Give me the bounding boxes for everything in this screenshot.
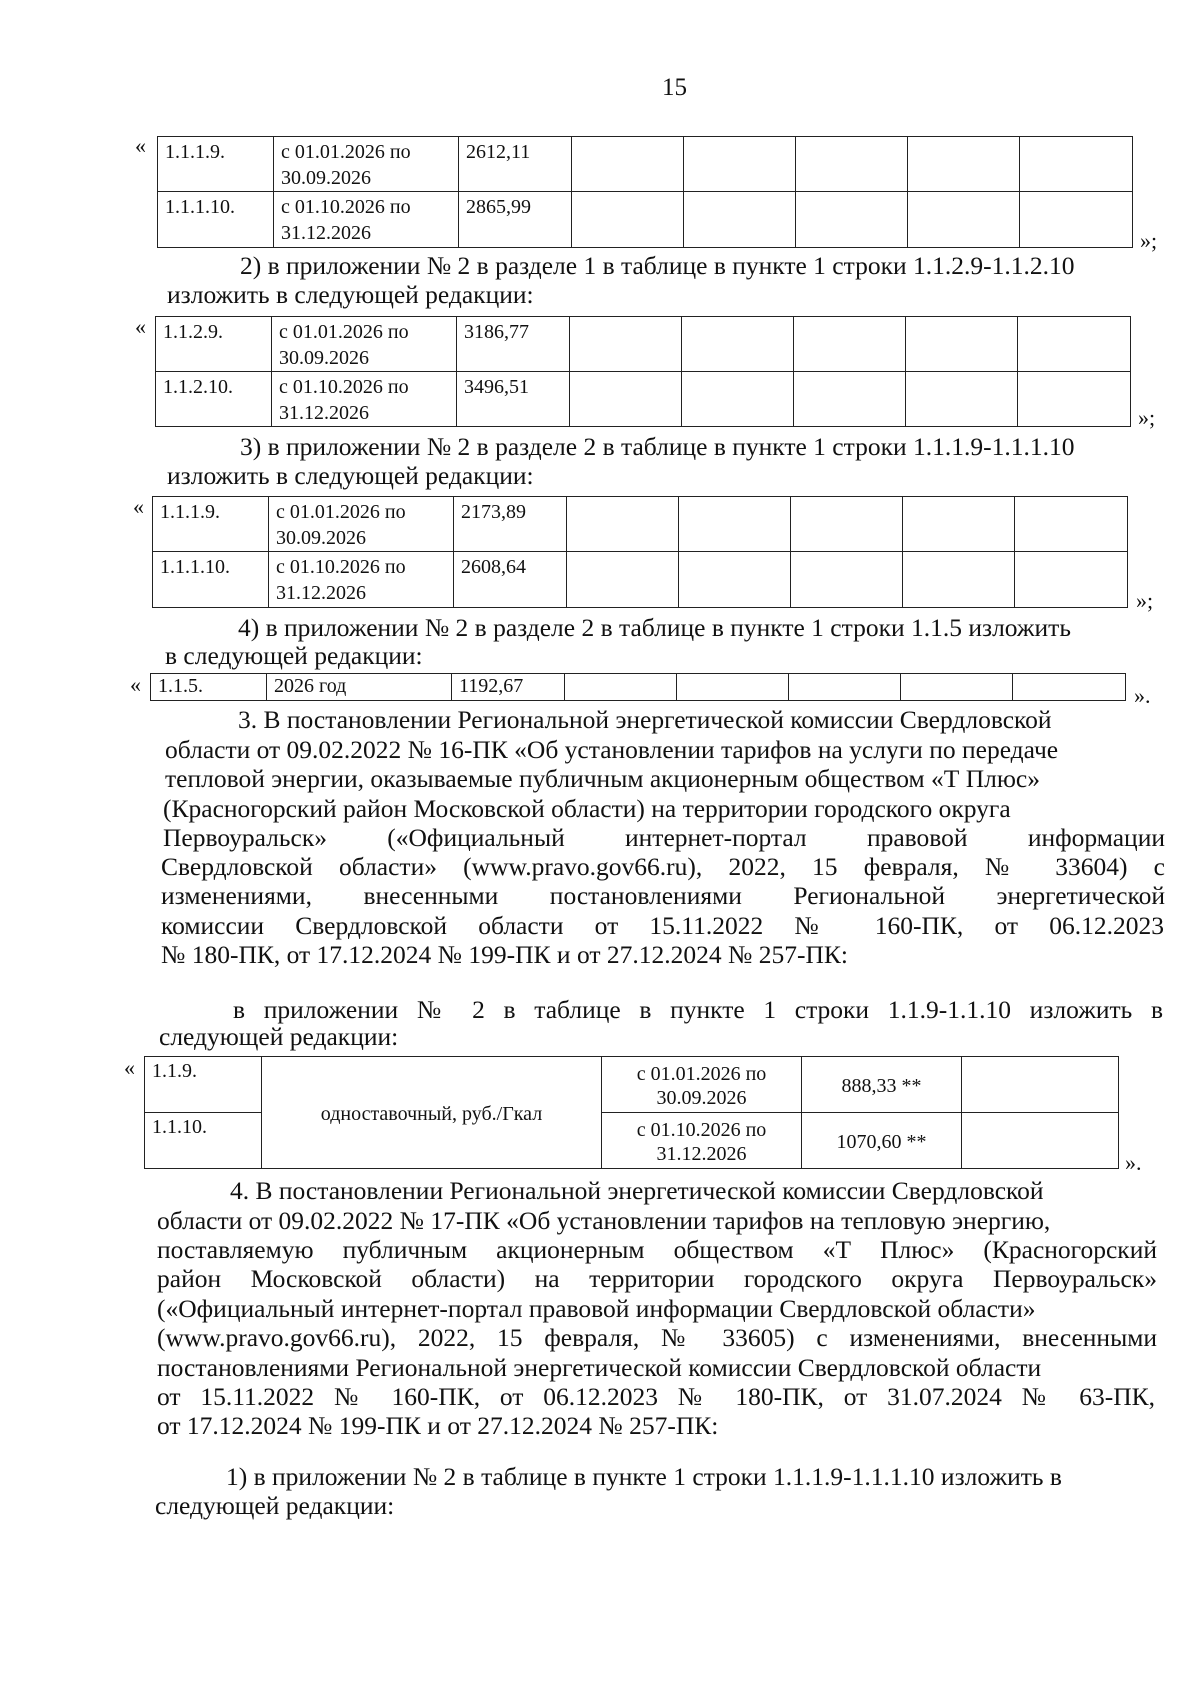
paragraph-line: Первоуральск» («Официальный интернет-портал правовой информации xyxy=(163,823,1165,852)
row-value: 2608,64 xyxy=(454,552,567,608)
row-code: 1.1.9. xyxy=(145,1057,262,1113)
table-row xyxy=(156,372,1131,427)
quote-close: ». xyxy=(1125,1150,1142,1175)
paragraph-line: 3) в приложении № 2 в разделе 2 в таблице в пункте 1 строки 1.1.1.9-1.1.1.10 xyxy=(240,432,1075,461)
paragraph-line: области от 09.02.2022 № 17-ПК «Об установлении тарифов на тепловую энергию, xyxy=(157,1206,1051,1235)
row-value: 1192,67 xyxy=(452,674,565,701)
quote-open: « xyxy=(124,1055,135,1080)
paragraph-line: следующей редакции: xyxy=(159,1022,399,1051)
tariff-type: одноставочный, руб./Гкал xyxy=(262,1057,602,1169)
paragraph-line: комиссии Свердловской области от 15.11.2022 № 160-ПК, от 06.12.2023 xyxy=(161,911,1164,940)
quote-open: « xyxy=(135,314,146,339)
row-code: 1.1.1.10. xyxy=(153,552,269,608)
quote-close: »; xyxy=(1136,588,1154,613)
paragraph-line: 3. В постановлении Региональной энергетической комиссии Свердловской xyxy=(238,705,1052,734)
paragraph-line: 4. В постановлении Региональной энергетической комиссии Свердловской xyxy=(230,1176,1044,1205)
paragraph-line: изложить в следующей редакции: xyxy=(167,461,534,490)
table-row xyxy=(145,1057,1119,1113)
quote-close: »; xyxy=(1138,405,1156,430)
row-value: 2865,99 xyxy=(459,192,572,248)
row-period: с 01.01.2026 по 30.09.2026 xyxy=(269,497,454,552)
tariff-table-3 xyxy=(152,496,1128,608)
paragraph-line: от 15.11.2022 № 160-ПК, от 06.12.2023 № 180-ПК, от 31.07.2024 № 63-ПК, xyxy=(157,1382,1155,1411)
quote-close: »; xyxy=(1140,228,1158,253)
row-period: с 01.10.2026 по 31.12.2026 xyxy=(269,552,454,608)
row-code: 1.1.10. xyxy=(145,1113,262,1169)
row-period: с 01.10.2026 по 31.12.2026 xyxy=(274,192,459,248)
paragraph-line: 2) в приложении № 2 в разделе 1 в таблице в пункте 1 строки 1.1.2.9-1.1.2.10 xyxy=(240,251,1075,280)
row-code: 1.1.1.9. xyxy=(153,497,269,552)
page-number: 15 xyxy=(662,74,687,101)
row-value: 2173,89 xyxy=(454,497,567,552)
row-code: 1.1.2.9. xyxy=(156,317,272,372)
paragraph-line: район Московской области) на территории городского округа Первоуральск» xyxy=(157,1264,1157,1293)
paragraph-line: («Официальный интернет-портал правовой информации Свердловской области» xyxy=(157,1294,1036,1323)
row-value: 3186,77 xyxy=(457,317,570,372)
row-value: 2612,11 xyxy=(459,137,572,192)
table-row xyxy=(153,497,1128,552)
row-period: с 01.01.2026 по 30.09.2026 xyxy=(274,137,459,192)
table-row xyxy=(153,552,1128,608)
paragraph-line: в приложении № 2 в таблице в пункте 1 строки 1.1.9-1.1.10 изложить в xyxy=(233,995,1163,1024)
paragraph-line: изложить в следующей редакции: xyxy=(167,280,534,309)
paragraph-line: области от 09.02.2022 № 16-ПК «Об установлении тарифов на услуги по передаче xyxy=(165,735,1059,764)
quote-open: « xyxy=(130,672,141,697)
paragraph-line: изменениями, внесенными постановлениями Региональной энергетической xyxy=(161,881,1165,910)
quote-open: « xyxy=(135,133,146,158)
paragraph-line: следующей редакции: xyxy=(155,1491,395,1520)
row-period: с 01.10.2026 по 31.12.2026 xyxy=(272,372,457,427)
tariff-table-2 xyxy=(155,316,1131,427)
table-row xyxy=(158,192,1133,248)
paragraph-line: № 180-ПК, от 17.12.2024 № 199-ПК и от 27.12.2024 № 257-ПК: xyxy=(161,940,848,969)
paragraph-line: тепловой энергии, оказываемые публичным акционерным обществом «Т Плюс» xyxy=(165,764,1040,793)
paragraph-line: 4) в приложении № 2 в разделе 2 в таблице в пункте 1 строки 1.1.5 изложить xyxy=(238,613,1071,642)
table-row xyxy=(156,317,1131,372)
paragraph-line: 1) в приложении № 2 в таблице в пункте 1 строки 1.1.1.9-1.1.1.10 изложить в xyxy=(226,1462,1062,1491)
tariff-table-1 xyxy=(157,136,1133,248)
row-period: с 01.10.2026 по 31.12.2026 xyxy=(602,1113,802,1169)
row-code: 1.1.1.9. xyxy=(158,137,274,192)
row-value: 1070,60 ** xyxy=(802,1113,962,1169)
table-row xyxy=(158,137,1133,192)
row-value: 888,33 ** xyxy=(802,1057,962,1113)
paragraph-line: постановлениями Региональной энергетической комиссии Свердловской области xyxy=(157,1353,1042,1382)
tariff-table-5 xyxy=(144,1056,1119,1169)
row-code: 1.1.5. xyxy=(151,674,267,701)
tariff-table-4 xyxy=(150,673,1126,701)
quote-open: « xyxy=(133,494,144,519)
row-period: с 01.01.2026 по 30.09.2026 xyxy=(272,317,457,372)
row-code: 1.1.2.10. xyxy=(156,372,272,427)
quote-close: ». xyxy=(1134,683,1151,708)
row-period: с 01.01.2026 по 30.09.2026 xyxy=(602,1057,802,1113)
paragraph-line: (Красногорский район Московской области) на территории городского округа xyxy=(163,794,1011,823)
paragraph-line: в следующей редакции: xyxy=(165,641,423,670)
paragraph-line: поставляемую публичным акционерным обществом «Т Плюс» (Красногорский xyxy=(157,1235,1157,1264)
paragraph-line: от 17.12.2024 № 199-ПК и от 27.12.2024 № 257-ПК: xyxy=(157,1411,719,1440)
row-value: 3496,51 xyxy=(457,372,570,427)
paragraph-line: (www.pravo.gov66.ru), 2022, 15 февраля, № 33605) с изменениями, внесенными xyxy=(157,1323,1157,1352)
row-code: 1.1.1.10. xyxy=(158,192,274,248)
paragraph-line: Свердловской области» (www.pravo.gov66.ru), 2022, 15 февраля, № 33604) с xyxy=(161,852,1165,881)
row-period: 2026 год xyxy=(267,674,452,701)
table-row xyxy=(151,674,1126,701)
